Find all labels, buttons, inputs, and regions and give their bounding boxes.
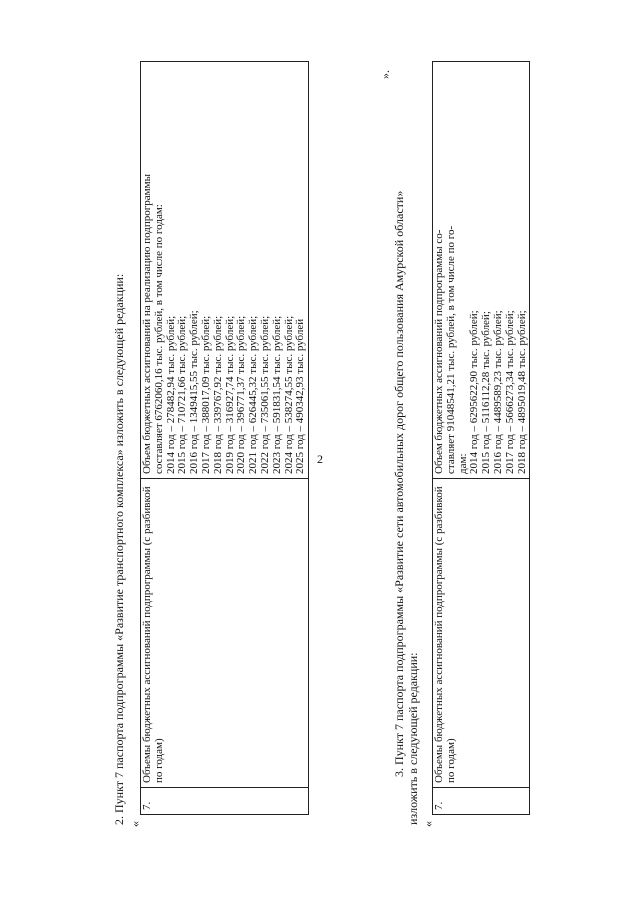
section2-row-number: 7. <box>141 788 309 815</box>
section2-year-2017: 2017 год – 388017,09 тыс. рублей; <box>199 315 212 474</box>
section2-year-2018: 2018 год – 339767,92 тыс. рублей; <box>211 315 224 474</box>
section2-year-2014: 2014 год – 278482,94 тыс. рублей; <box>164 315 177 474</box>
section2-year-2015: 2015 год – 710721,66 тыс. рублей; <box>176 315 189 474</box>
section3-table <box>432 61 530 815</box>
section2-row-label: Объемы бюджетных ассигнований подпрограммы (с разбивкой по годам) <box>141 479 309 788</box>
section3-year-2014: 2014 год – 6295622,90 тыс. рублей; <box>468 310 481 474</box>
section2-close-quote: ». <box>378 70 392 79</box>
section2-total-line-1: Объем бюджетных ассигнований на реализацию подпрограммы <box>141 174 153 474</box>
section2-year-2019: 2019 год – 316927,74 тыс. рублей; <box>223 315 236 474</box>
section3-year-2018: 2018 год – 4895019,48 тыс. рублей; <box>515 310 528 474</box>
section2-year-2024: 2024 год – 538274,55 тыс. рублей; <box>282 315 295 474</box>
section3-open-quote: « <box>421 821 435 827</box>
section3-table-row <box>433 62 530 815</box>
section2-year-2020: 2020 год – 396771,37 тыс. рублей; <box>235 315 248 474</box>
section3-year-2016: 2016 год – 4489589,23 тыс. рублей; <box>491 310 504 474</box>
section2-open-quote: « <box>128 821 142 827</box>
section2-year-2025: 2025 год – 490342,93 тыс. рублей <box>294 318 307 474</box>
section3-total-line-2: ставляет 91048541,21 тыс. рублей, в том числе по го- <box>444 225 457 474</box>
section3-year-2015: 2015 год – 5116112,28 тыс. рублей; <box>480 311 493 474</box>
section2-row-value <box>141 62 309 479</box>
section3-row-value <box>433 62 530 479</box>
section3-intro-line-2: изложить в следующей редакции: <box>406 652 420 825</box>
section2-year-2016: 2016 год – 1349415,55 тыс. рублей; <box>188 310 201 474</box>
page-number: 2 <box>317 452 323 466</box>
section3-row-number: 7. <box>433 788 530 815</box>
section2-year-2021: 2021 год – 626445,32 тыс. рублей; <box>247 315 260 474</box>
section2-year-2023: 2023 год – 591831,54 тыс. рублей; <box>270 315 283 474</box>
section2-year-2022: 2022 год – 735061,55 тыс. рублей; <box>258 315 271 474</box>
section3-row-label: Объемы бюджетных ассигнований подпрограммы (с разбивкой по годам) <box>433 479 530 788</box>
section2-intro: 2. Пункт 7 паспорта подпрограммы «Развитие транспортного комплекса» изложить в следующей редакции: <box>112 273 126 825</box>
section3-total-line-1: Объем бюджетных ассигнований подпрограммы со- <box>433 229 445 474</box>
section3-total-line-3: дам: <box>456 453 469 474</box>
section3-year-2017: 2017 год – 5666273,34 тыс. рублей; <box>503 310 516 474</box>
section2-table <box>140 61 309 815</box>
section3-intro-line-1: 3. Пункт 7 паспорта подпрограммы «Развитие сети автомобильных дорог общего пользования Амурской области» <box>392 190 406 777</box>
section2-total-line-2: составляет 6762060,16 тыс. рублей, в том числе по годам: <box>152 204 165 474</box>
section2-table-row <box>141 62 309 815</box>
